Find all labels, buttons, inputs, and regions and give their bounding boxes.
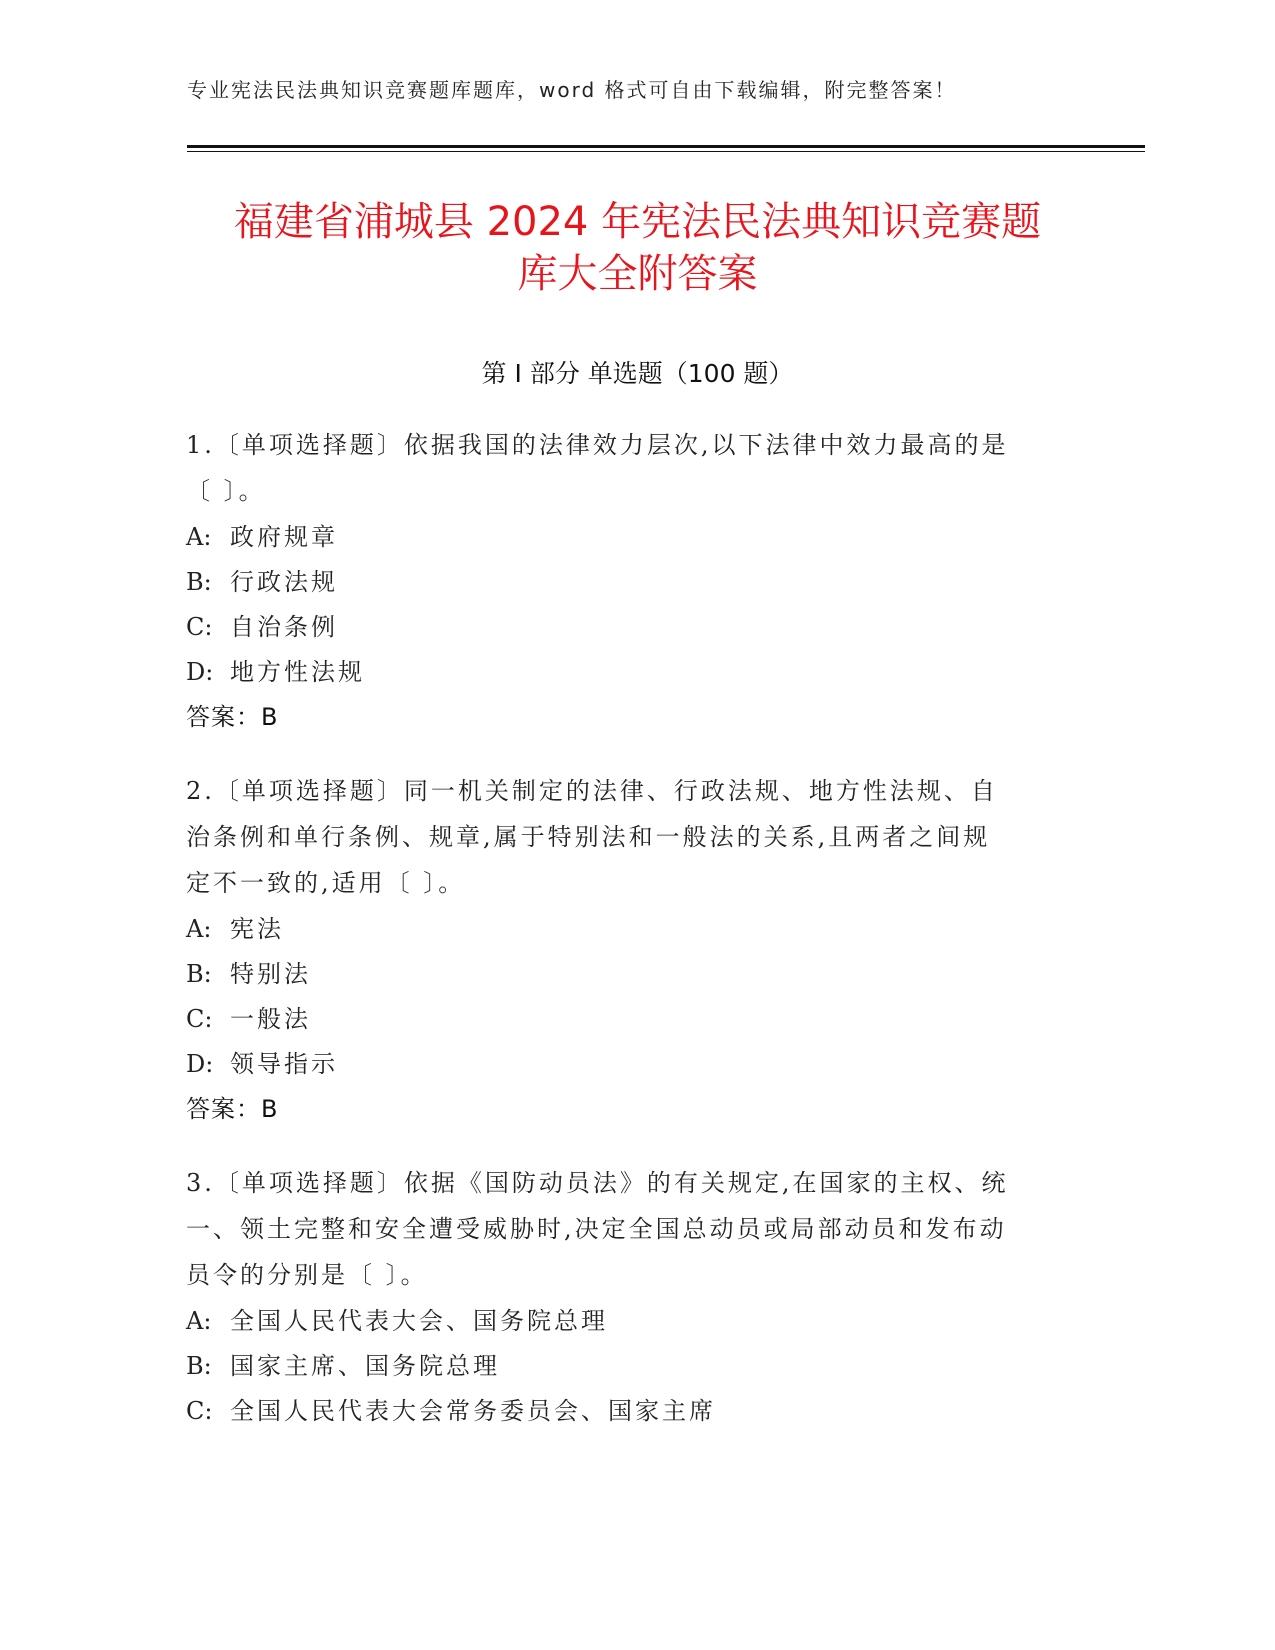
option-b (186, 559, 1066, 604)
option-text: 国家主席、国务院总理 (230, 1352, 500, 1380)
option-d (186, 1041, 1066, 1086)
option-letter: B: (186, 1352, 212, 1380)
option-letter: C: (186, 613, 213, 641)
option-letter: B: (186, 568, 212, 596)
option-letter: A: (186, 915, 212, 943)
question-stem-line: 定不一致的,适用〔 〕。 (186, 869, 466, 897)
option-c (186, 1388, 1066, 1433)
option-c (186, 604, 1066, 649)
question-stem-line: 治条例和单行条例、规章,属于特别法和一般法的关系,且两者之间规 (186, 823, 991, 851)
question-stem-line: 1.〔单项选择题〕依据我国的法律效力层次,以下法律中效力最高的是 (186, 431, 1009, 459)
question-1 (186, 422, 1066, 739)
section-heading: 第 I 部分 单选题（100 题） (481, 359, 794, 388)
option-text: 全国人民代表大会常务委员会、国家主席 (230, 1397, 716, 1425)
option-letter: C: (186, 1397, 213, 1425)
title-line-1: 福建省浦城县 2024 年宪法民法典知识竞赛题 (233, 199, 1042, 245)
option-text: 特别法 (230, 960, 311, 988)
option-letter: A: (186, 1307, 212, 1335)
question-stem-line: 〔 〕。 (186, 477, 266, 505)
option-text: 自治条例 (230, 613, 338, 641)
question-stem-line: 一、领土完整和安全遭受威胁时,决定全国总动员或局部动员和发布动 (186, 1215, 1007, 1243)
option-c (186, 996, 1066, 1041)
option-a (186, 514, 1066, 559)
option-letter: B: (186, 960, 212, 988)
option-text: 政府规章 (230, 523, 338, 551)
option-d (186, 649, 1066, 694)
option-text: 行政法规 (230, 568, 338, 596)
document-title (150, 196, 1125, 300)
question-stem-line: 3.〔单项选择题〕依据《国防动员法》的有关规定,在国家的主权、统 (186, 1169, 1009, 1197)
title-line-2: 库大全附答案 (517, 251, 758, 297)
option-letter: A: (186, 523, 212, 551)
question-stem-line: 员令的分别是〔 〕。 (186, 1261, 428, 1289)
option-text: 宪法 (230, 915, 284, 943)
option-text: 全国人民代表大会、国务院总理 (230, 1307, 608, 1335)
question-stem-line: 2.〔单项选择题〕同一机关制定的法律、行政法规、地方性法规、自 (186, 777, 998, 805)
question-2 (186, 768, 1066, 1131)
option-letter: C: (186, 1005, 213, 1033)
option-a (186, 1298, 1066, 1343)
option-a (186, 906, 1066, 951)
answer-line: 答案：B (186, 703, 279, 731)
header-note: 专业宪法民法典知识竞赛题库题库，word 格式可自由下载编辑，附完整答案！ (187, 78, 957, 102)
option-text: 一般法 (230, 1005, 311, 1033)
option-b (186, 951, 1066, 996)
option-letter: D: (186, 1050, 214, 1078)
option-text: 领导指示 (230, 1050, 338, 1078)
header-rule-thick (187, 145, 1145, 148)
option-b (186, 1343, 1066, 1388)
header-rule-thin (187, 151, 1145, 152)
option-letter: D: (186, 658, 214, 686)
question-3 (186, 1160, 1066, 1433)
answer-line: 答案：B (186, 1095, 279, 1123)
option-text: 地方性法规 (230, 658, 365, 686)
